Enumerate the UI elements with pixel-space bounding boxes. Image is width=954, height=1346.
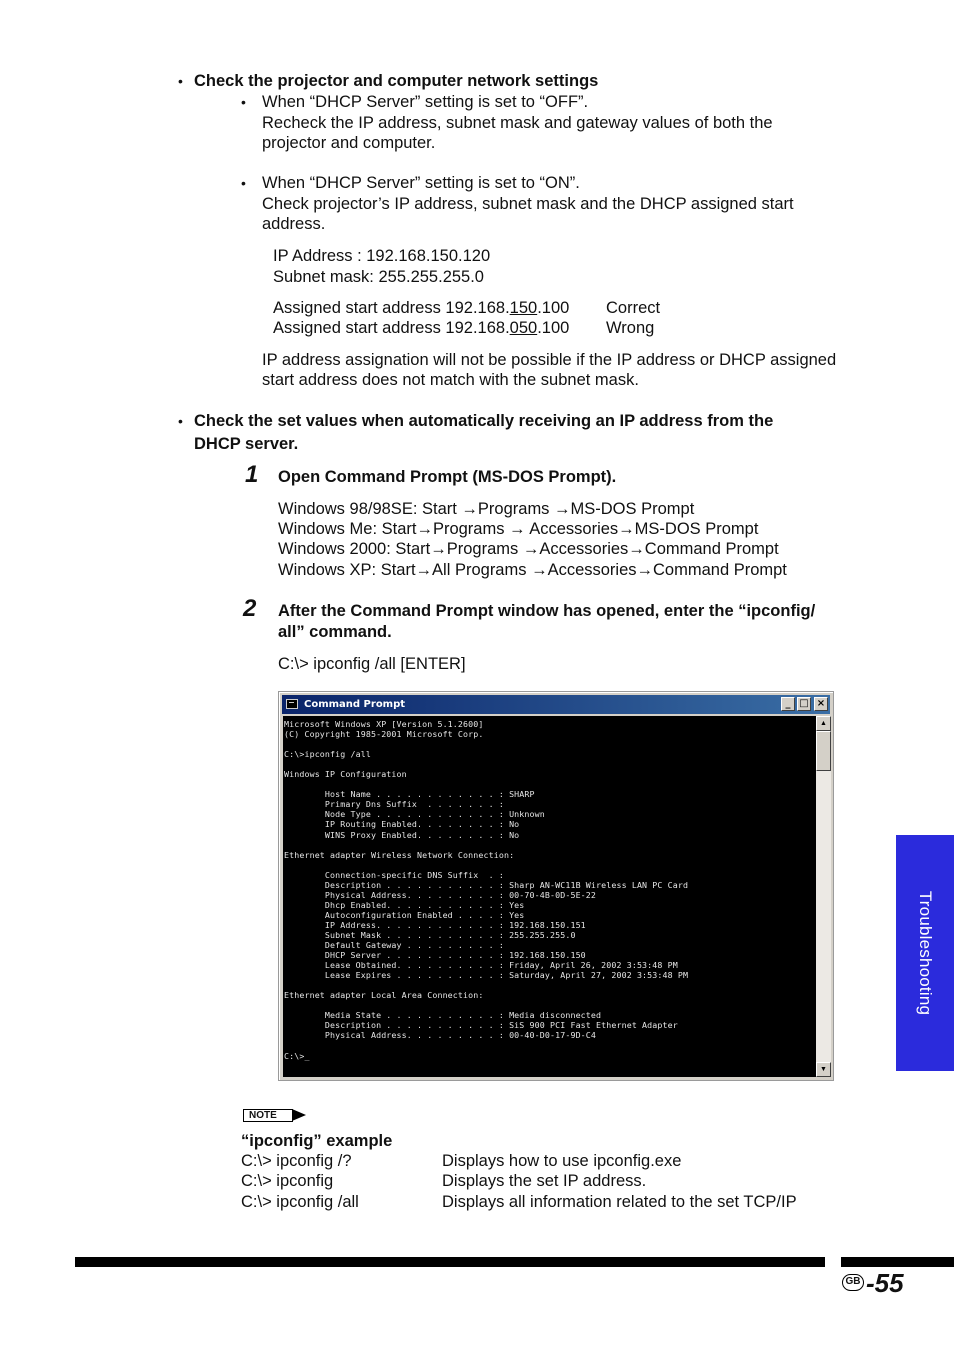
assigned-prefix: Assigned start address 192.168. xyxy=(273,299,510,317)
dhcp-on-text: When “DHCP Server” setting is set to “ON”. xyxy=(262,174,580,192)
assigned-prefix: Assigned start address 192.168. xyxy=(273,319,510,337)
note-arrow-icon xyxy=(292,1109,306,1121)
step1-line: Windows XP: Start→All Programs →Accessories→Command Prompt xyxy=(278,561,787,579)
close-button[interactable]: × xyxy=(814,697,828,711)
assigned-status-correct: Correct xyxy=(606,299,661,317)
note-description: Displays the set IP address. xyxy=(442,1172,647,1190)
assigned-octet: 150 xyxy=(509,299,538,317)
assigned-address-correct xyxy=(273,298,569,318)
dhcp-on-text: Check projector’s IP address, subnet mask and the DHCP assigned start xyxy=(262,195,794,213)
step1-line: Windows Me: Start→Programs → Accessories→MS-DOS Prompt xyxy=(278,520,759,538)
subnet-mask-example: Subnet mask: 255.255.255.0 xyxy=(273,268,484,286)
step2-title: After the Command Prompt window has opened, enter the “ipconfig/ xyxy=(278,602,816,620)
assigned-octet: 050 xyxy=(509,319,538,337)
note-description: Displays how to use ipconfig.exe xyxy=(442,1152,682,1170)
page-number: -55 xyxy=(866,1268,904,1298)
section-heading-dhcp: DHCP server. xyxy=(194,435,299,453)
dhcp-off-text: When “DHCP Server” setting is set to “OFF”. xyxy=(262,93,589,111)
console-output-area[interactable] xyxy=(283,716,816,1077)
note-command: C:\> ipconfig /? xyxy=(241,1152,352,1170)
assigned-status-wrong: Wrong xyxy=(606,319,655,337)
vertical-scrollbar[interactable] xyxy=(816,716,831,1077)
region-badge: GB xyxy=(842,1274,864,1291)
command-prompt-titlebar[interactable] xyxy=(282,695,830,714)
console-output: Microsoft Windows XP [Version 5.1.2600] (C) Copyright 1985-2001 Microsoft Corp. C:\>ipconfig /all Windows IP Configuration Host Name . . . . . . . . . . . . : SHARP Primary Dns Suffix . . . . . . . : Node Type . . . . . . . . . . . . : Unknown IP Routing Enabled. . . . . . . . : No WINS Proxy Enabled. . . . . . . . : No Ethernet adapter Wireless Network Connection: Connection-specific DNS Suffix . : Description . . . . . . . . . . . : Sharp AN-WC11B Wireless LAN PC Card Physical Address. . . . . . . . . : 00-70-4B-0D-5E-22 Dhcp Enabled. . . . . . . . . . . : Yes Autoconfiguration Enabled . . . . : Yes IP Address. . . . . . . . . . . . : 192.168.150.151 Subnet Mask . . . . . . . . . . . : 255.255.255.0 Default Gateway . . . . . . . . . : DHCP Server . . . . . . . . . . . : 192.168.150.150 Lease Obtained. . . . . . . . . . : Friday, April 26, 2002 3:53:48 PM Lease Expires . . . . . . . . . . : Saturday, April 27, 2002 3:53:48 PM Ethernet adapter Local Area Connection: Media State . . . . . . . . . . . : Media disconnected Description . . . . . . . . . . . : SiS 900 PCI Fast Ethernet Adapter Physical Address. . . . . . . . . : 00-40-D0-17-9D-C4 C:\>_ xyxy=(284,719,689,1061)
step1-line: Windows 2000: Start→Programs →Accessories→Command Prompt xyxy=(278,540,779,558)
step1-line: Windows 98/98SE: Start →Programs →MS-DOS Prompt xyxy=(278,500,695,518)
assigned-suffix: .100 xyxy=(537,299,570,317)
dhcp-on-text: address. xyxy=(262,215,326,233)
side-tab-label: Troubleshooting xyxy=(916,890,935,1016)
warning-text: start address does not match with the subnet mask. xyxy=(262,371,639,389)
step2-command: C:\> ipconfig /all [ENTER] xyxy=(278,655,466,673)
bullet-dot: • xyxy=(241,94,246,110)
bullet-dot: • xyxy=(241,175,246,191)
step-number-2: 2 xyxy=(243,595,257,622)
ip-address-example: IP Address : 192.168.150.120 xyxy=(273,247,491,265)
warning-text: IP address assignation will not be possible if the IP address or DHCP assigned xyxy=(262,351,837,369)
assigned-address-wrong xyxy=(273,318,569,338)
note-title: “ipconfig” example xyxy=(241,1132,393,1150)
dhcp-off-text: projector and computer. xyxy=(262,134,436,152)
section-heading-dhcp: Check the set values when automatically receiving an IP address from the xyxy=(194,412,774,430)
step-number-1: 1 xyxy=(245,461,259,488)
bullet-dot: • xyxy=(178,73,183,89)
maximize-button[interactable]: □ xyxy=(797,697,811,711)
note-command: C:\> ipconfig xyxy=(241,1172,334,1190)
minimize-button[interactable]: _ xyxy=(781,697,795,711)
note-description: Displays all information related to the set TCP/IP xyxy=(442,1193,797,1211)
dhcp-off-text: Recheck the IP address, subnet mask and gateway values of both the xyxy=(262,114,773,132)
scroll-up-icon[interactable]: ▲ xyxy=(816,716,831,731)
bullet-dot: • xyxy=(178,413,183,429)
note-command: C:\> ipconfig /all xyxy=(241,1193,359,1211)
scroll-down-icon[interactable]: ▼ xyxy=(816,1062,831,1077)
note-badge: NOTE xyxy=(243,1109,293,1122)
console-icon xyxy=(286,699,298,709)
assigned-suffix: .100 xyxy=(537,319,570,337)
step1-title: Open Command Prompt (MS-DOS Prompt). xyxy=(278,468,617,486)
step2-title: all” command. xyxy=(278,623,392,641)
scroll-thumb[interactable] xyxy=(816,731,831,771)
section-heading-network-settings: Check the projector and computer network settings xyxy=(194,72,599,90)
section-side-tab xyxy=(896,835,954,1071)
footer-rule xyxy=(841,1257,954,1267)
window-title: Command Prompt xyxy=(304,699,406,710)
footer-rule xyxy=(75,1257,825,1267)
command-prompt-window xyxy=(278,691,834,1081)
